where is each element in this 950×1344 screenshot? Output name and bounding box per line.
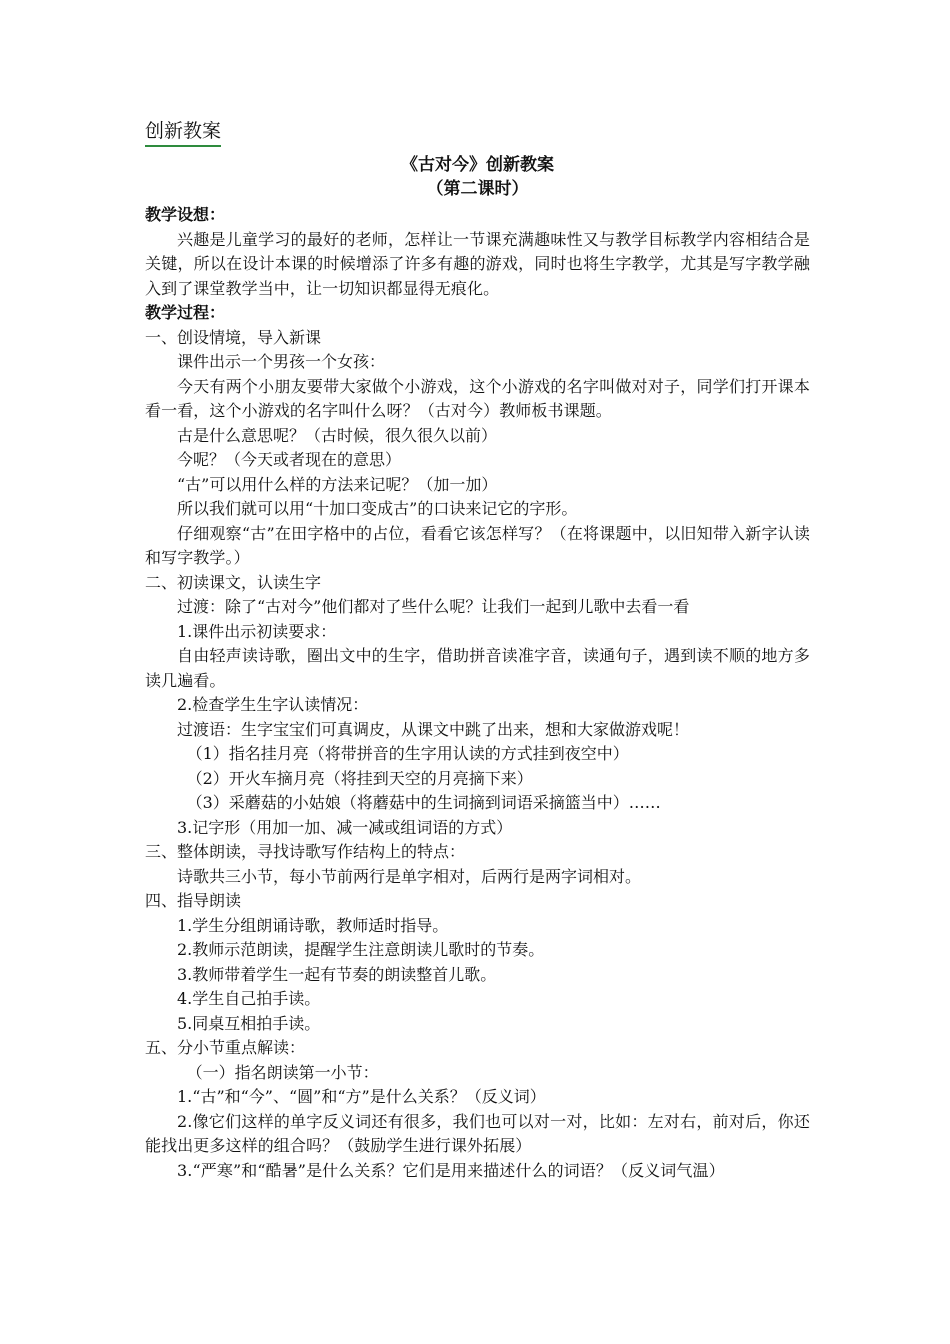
section-line: 1.课件出示初读要求： xyxy=(177,621,337,641)
section-2 xyxy=(145,571,810,841)
section-heading: 四、指导朗读 xyxy=(145,891,242,910)
section-line: 1.学生分组朗诵诗歌，教师适时指导。 xyxy=(177,915,449,935)
section-line: 3.记字形（用加一加、减一减或组词语的方式） xyxy=(177,817,513,837)
section-line: （3）采蘑菇的小姑娘（将蘑菇中的生词摘到词语采摘篮当中）…… xyxy=(186,793,661,812)
section-line: 1.“古”和“今”、“圆”和“方”是什么关系？（反义词） xyxy=(177,1087,546,1106)
section-line: 2.教师示范朗读，提醒学生注意朗读儿歌时的节奏。 xyxy=(177,940,545,959)
section-line: 诗歌共三小节，每小节前两行是单字相对，后两行是两字词相对。 xyxy=(177,866,642,886)
section-heading: 五、分小节重点解读： xyxy=(145,1038,306,1057)
section-5 xyxy=(145,1036,810,1183)
design-heading: 教学设想： xyxy=(145,205,226,224)
section-line: 4.学生自己拍手读。 xyxy=(177,989,321,1008)
section-line: 今天有两个小朋友要带大家做个小游戏，这个小游戏的名字叫做对对子，同学们打开课本看一看，这个小游戏的名字叫什么呀？（古对今）教师板书课题。 xyxy=(145,376,810,420)
section-line: “古”可以用什么样的方法来记呢？（加一加） xyxy=(177,474,498,494)
section-line: 古是什么意思呢？（古时候，很久很久以前） xyxy=(177,425,498,445)
section-line: 2.检查学生生字认读情况： xyxy=(177,695,369,714)
section-heading: 三、整体朗读，寻找诗歌写作结构上的特点： xyxy=(145,842,466,861)
section-line: 所以我们就可以用“十加口变成古”的口诀来记它的字形。 xyxy=(177,499,578,518)
section-line: 过渡语：生字宝宝们可真调皮，从课文中跳了出来，想和大家做游戏呢！ xyxy=(177,719,690,739)
process-heading: 教学过程： xyxy=(145,303,226,322)
section-line: 3.教师带着学生一起有节奏的朗读整首儿歌。 xyxy=(177,964,497,984)
section-line: 自由轻声读诗歌，圈出文中的生字，借助拼音读准字音，读通句子，遇到读不顺的地方多读几遍看。 xyxy=(145,646,810,690)
section-3 xyxy=(145,840,810,889)
section-heading: 二、初读课文，认读生字 xyxy=(145,572,322,592)
section-4 xyxy=(145,889,810,1036)
section-line: 课件出示一个男孩一个女孩： xyxy=(177,352,386,371)
section-line: 过渡：除了“古对今”他们都对了些什么呢？让我们一起到儿歌中去看一看 xyxy=(177,597,690,616)
section-line: 仔细观察“古”在田字格中的占位，看看它该怎样写？（在将课题中，以旧知带入新字认读和写字教学。） xyxy=(145,523,810,567)
section-heading: 一、创设情境，导入新课 xyxy=(145,327,322,347)
design-text: 兴趣是儿童学习的最好的老师，怎样让一节课充满趣味性又与教学目标教学内容相结合是关键，所以在设计本课的时候增添了许多有趣的游戏，同时也将生字教学，尤其是写字教学融入到了课堂教学当中，让一切知识都显得无痕化。 xyxy=(145,229,810,298)
process-sections xyxy=(145,326,810,1184)
document-page xyxy=(145,118,810,1183)
section-line: 5.同桌互相拍手读。 xyxy=(177,1013,321,1033)
header-tag: 创新教案 xyxy=(145,118,221,147)
section-line: （1）指名挂月亮（将带拼音的生字用认读的方式挂到夜空中） xyxy=(186,744,629,763)
document-title: 《古对今》创新教案 xyxy=(401,155,554,175)
section-line: （一）指名朗读第一小节： xyxy=(186,1062,379,1082)
section-1 xyxy=(145,326,810,571)
section-line: 3.“严寒”和“酷暑”是什么关系？它们是用来描述什么的词语？（反义词气温） xyxy=(177,1160,725,1180)
section-line: 今呢？（今天或者现在的意思） xyxy=(177,450,402,469)
section-line: （2）开火车摘月亮（将挂到天空的月亮摘下来） xyxy=(186,768,533,788)
section-line: 2.像它们这样的单字反义词还有很多，我们也可以对一对，比如：左对右，前对后，你还能找出更多这样的组合吗？（鼓励学生进行课外拓展） xyxy=(145,1111,810,1155)
document-subtitle: （第二课时） xyxy=(426,179,529,199)
